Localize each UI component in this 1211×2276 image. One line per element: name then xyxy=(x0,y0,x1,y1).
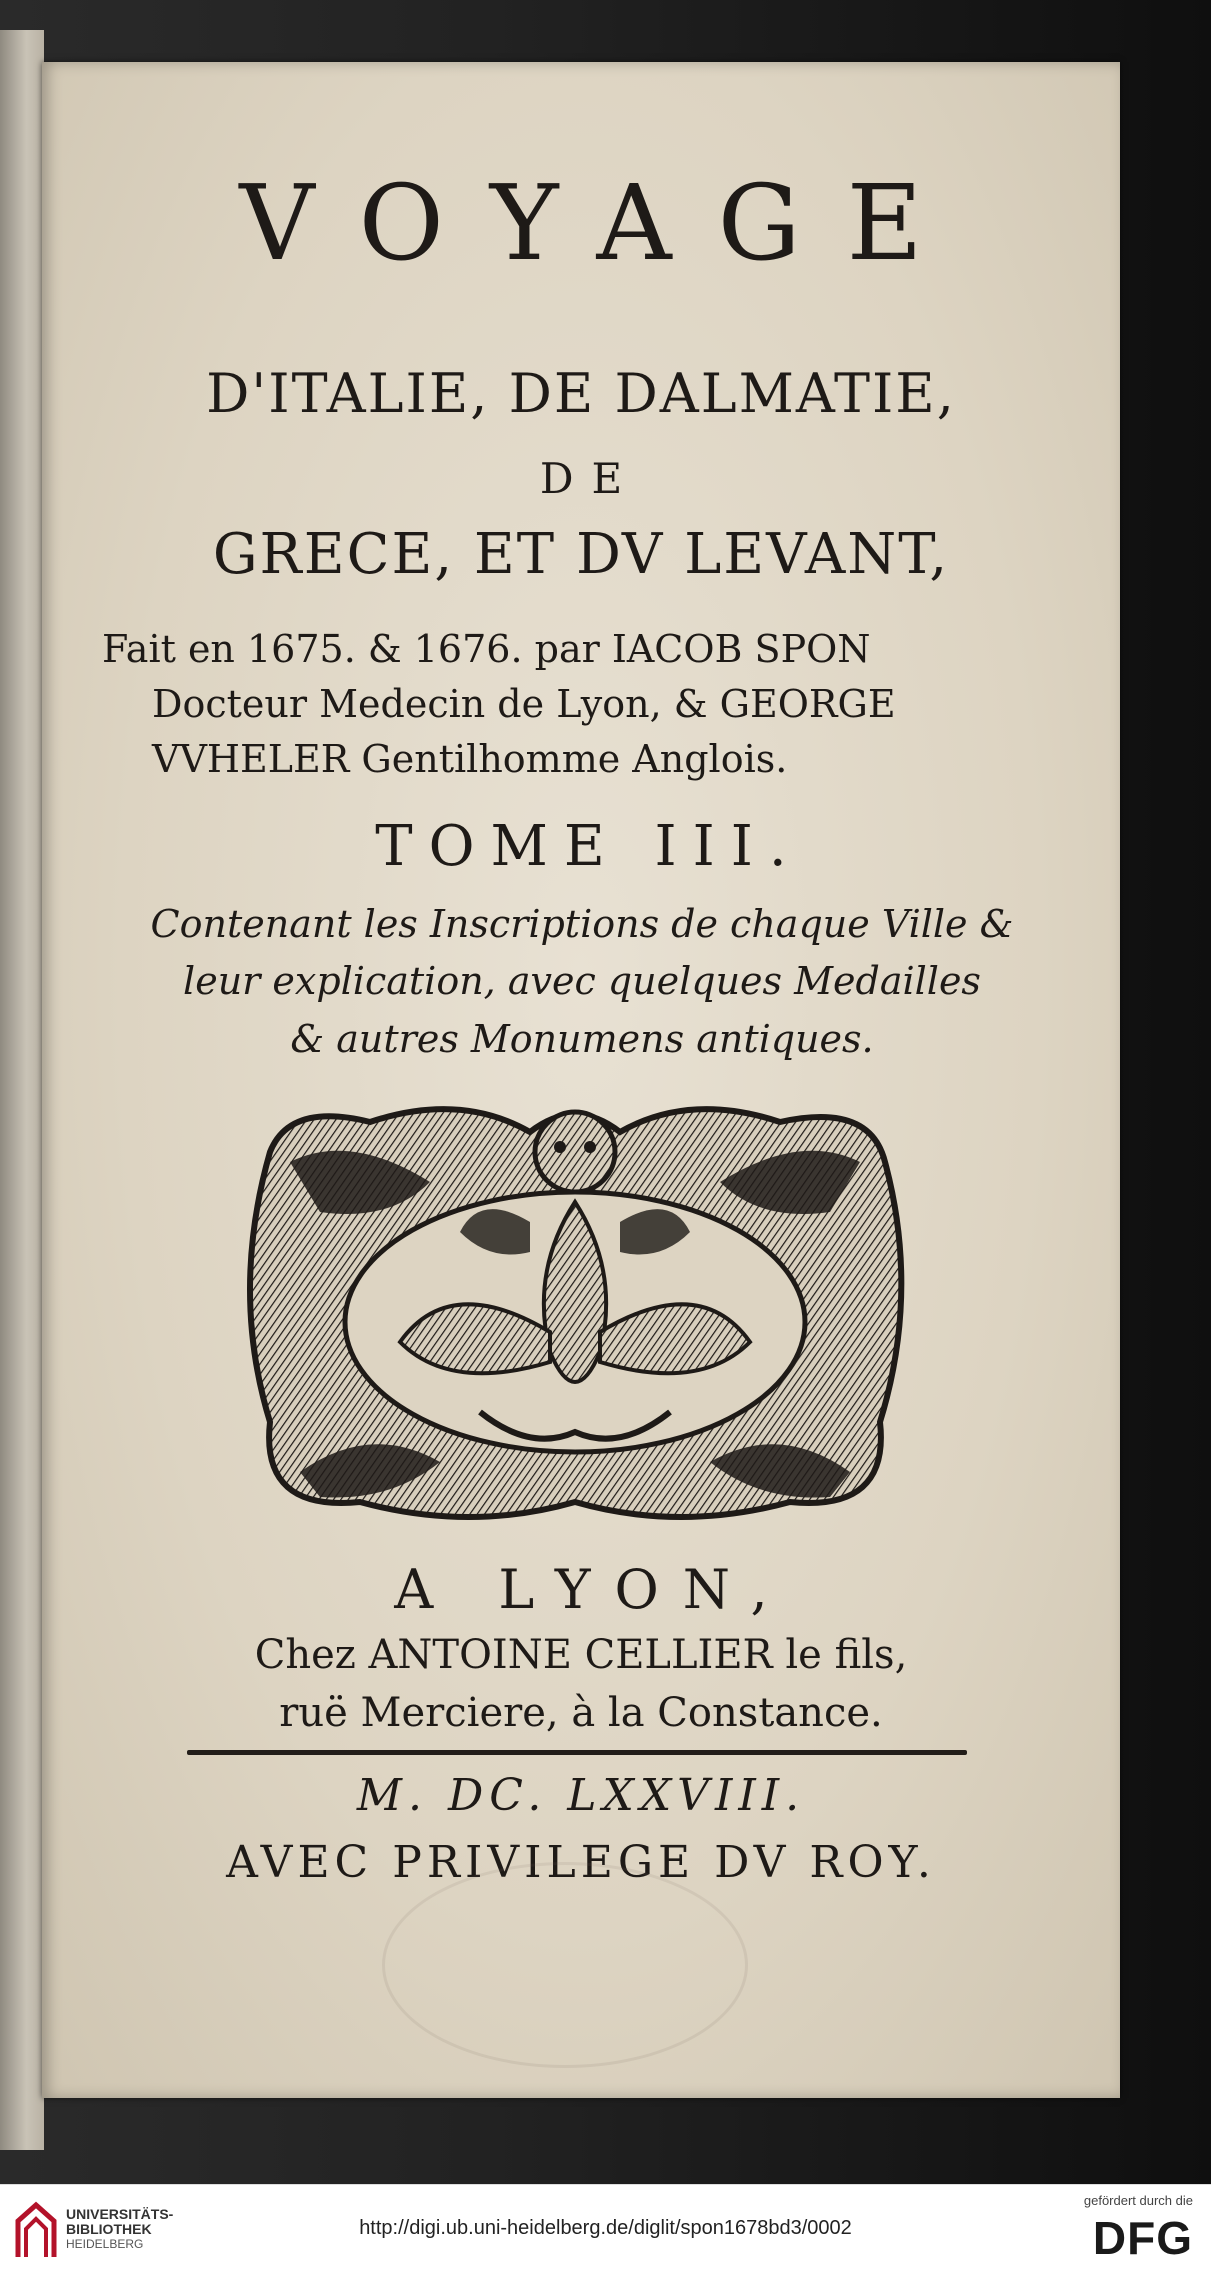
page-permalink[interactable]: http://digi.ub.uni-heidelberg.de/diglit/spon1678bd3/0002 xyxy=(359,2217,852,2239)
title-page xyxy=(42,62,1120,2098)
book-title: VOYAGE xyxy=(239,162,969,284)
library-logo-text[interactable]: UNIVERSITÄTS- BIBLIOTHEK HEIDELBERG xyxy=(66,2206,174,2251)
author-line-3: VVHELER Gentilhomme Anglois. xyxy=(152,737,788,781)
contents-line-3: & autres Monumens antiques. xyxy=(290,1017,874,1061)
woodcut-ornament xyxy=(230,1092,920,1532)
author-line-1: Fait en 1675. & 1676. par IACOB SPON xyxy=(102,627,871,671)
faded-library-stamp xyxy=(382,1862,748,2068)
viewer-footer xyxy=(0,2184,1211,2276)
publisher-line-1: Chez ANTOINE CELLIER le fils, xyxy=(254,1632,908,1678)
subtitle-line-1: D'ITALIE, DE DALMATIE, xyxy=(206,362,956,425)
facing-page-edge xyxy=(0,30,44,2150)
horizontal-rule xyxy=(187,1750,967,1755)
author-line-2: Docteur Medecin de Lyon, & GEORGE xyxy=(152,682,896,726)
contents-line-2: leur explication, avec quelques Medailles xyxy=(183,959,981,1003)
publication-year: M. DC. LXXVIII. xyxy=(356,1770,806,1821)
funding-note: gefördert durch die xyxy=(1083,2193,1193,2208)
subtitle-line-2: DE xyxy=(539,454,641,503)
subtitle-line-3: GRECE, ET DV LEVANT, xyxy=(212,522,950,587)
dfg-logo[interactable]: DFG xyxy=(1092,2212,1193,2264)
imprint-place: A LYON, xyxy=(394,1558,792,1621)
contents-line-1: Contenant les Inscriptions de chaque Ville & xyxy=(150,902,1014,946)
volume-number: TOME III. xyxy=(375,814,803,879)
royal-privilege: AVEC PRIVILEGE DV ROY. xyxy=(226,1837,936,1888)
publisher-line-2: ruë Merciere, à la Constance. xyxy=(279,1690,883,1736)
